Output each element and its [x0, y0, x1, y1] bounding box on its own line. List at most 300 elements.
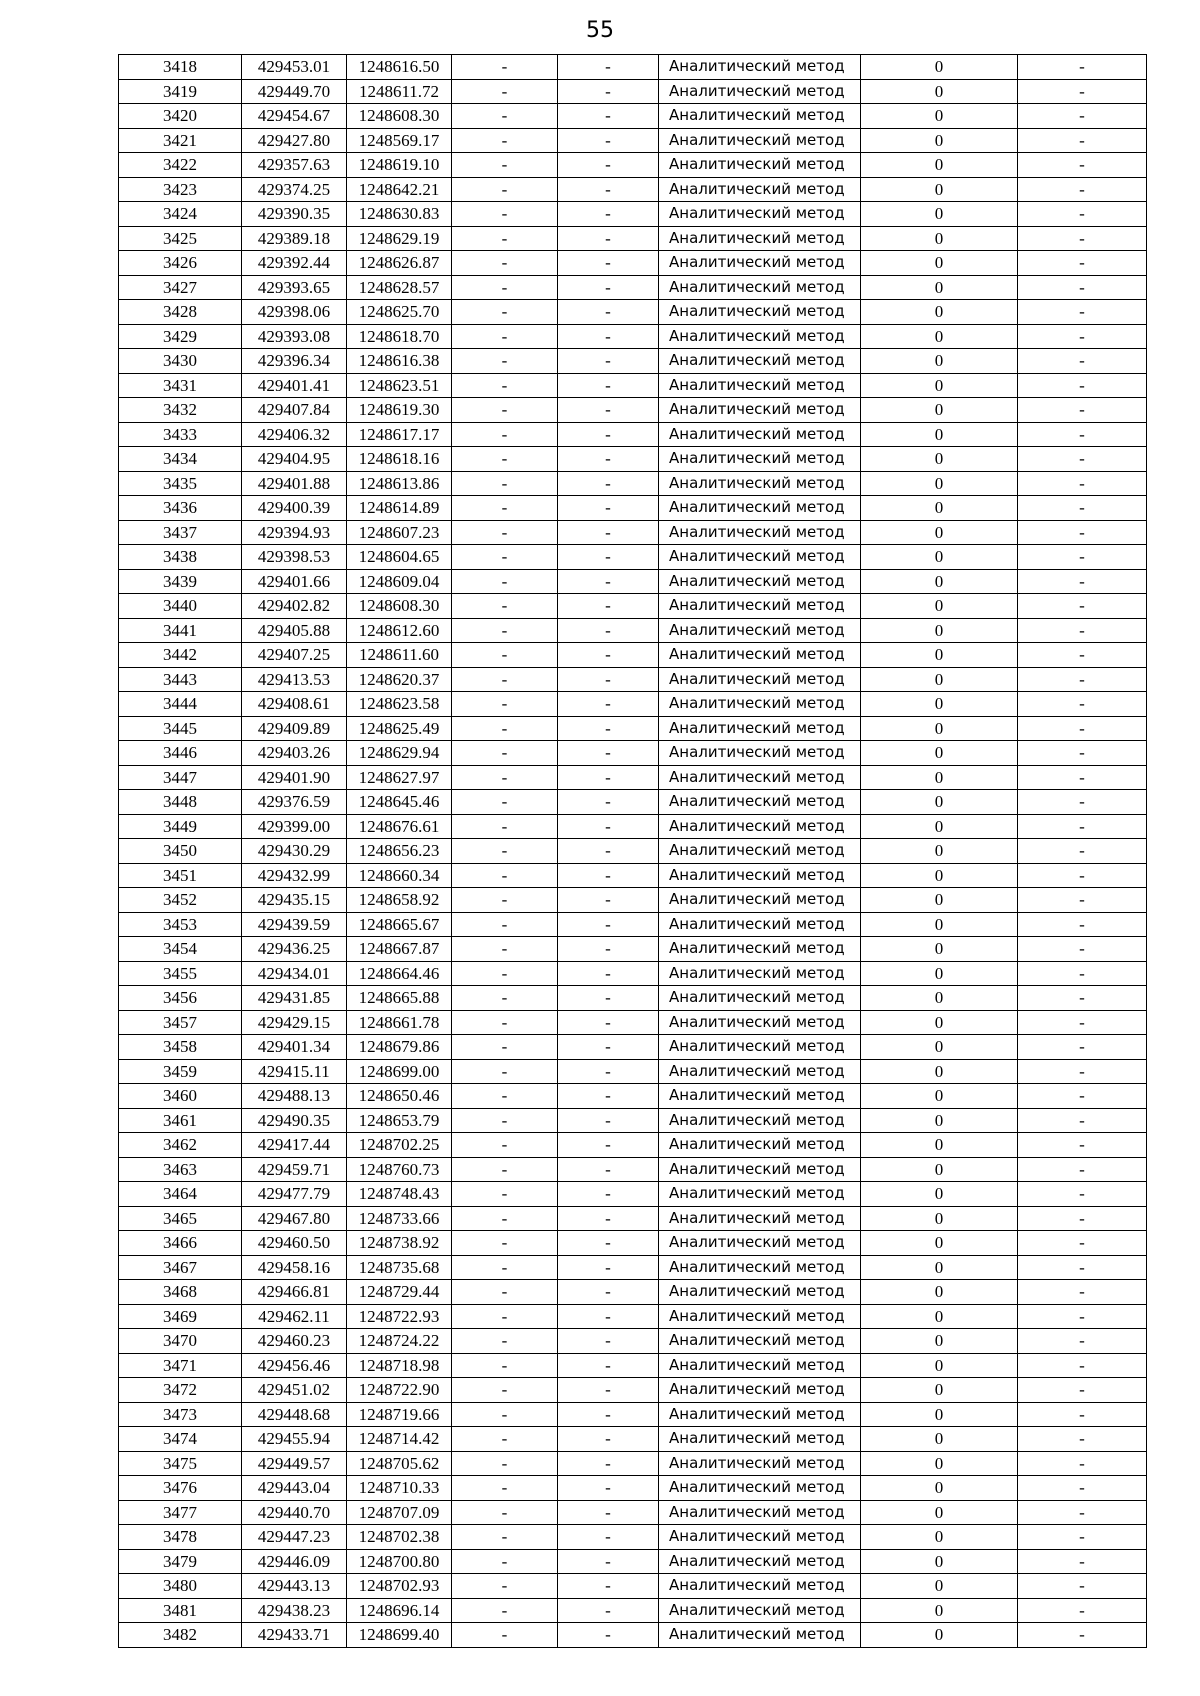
- cell-y-coordinate: 1248629.19: [347, 226, 452, 251]
- cell-point-number: 3477: [119, 1500, 242, 1525]
- cell-col-5: -: [558, 496, 659, 521]
- cell-x-coordinate: 429417.44: [242, 1133, 347, 1158]
- cell-x-coordinate: 429357.63: [242, 153, 347, 178]
- cell-point-number: 3480: [119, 1574, 242, 1599]
- cell-x-coordinate: 429401.66: [242, 569, 347, 594]
- cell-col-4: -: [452, 1623, 558, 1648]
- cell-col-4: -: [452, 863, 558, 888]
- cell-error-value: 0: [861, 839, 1018, 864]
- cell-x-coordinate: 429408.61: [242, 692, 347, 717]
- cell-y-coordinate: 1248616.38: [347, 349, 452, 374]
- cell-method: Аналитический метод: [659, 520, 861, 545]
- cell-point-number: 3459: [119, 1059, 242, 1084]
- cell-error-value: 0: [861, 1476, 1018, 1501]
- cell-col-8: -: [1018, 741, 1147, 766]
- cell-col-8: -: [1018, 839, 1147, 864]
- cell-y-coordinate: 1248625.70: [347, 300, 452, 325]
- cell-y-coordinate: 1248616.50: [347, 55, 452, 80]
- cell-error-value: 0: [861, 863, 1018, 888]
- cell-col-5: -: [558, 790, 659, 815]
- cell-col-4: -: [452, 1108, 558, 1133]
- cell-method: Аналитический метод: [659, 1059, 861, 1084]
- cell-col-4: -: [452, 1525, 558, 1550]
- cell-col-8: -: [1018, 618, 1147, 643]
- cell-col-5: -: [558, 569, 659, 594]
- cell-y-coordinate: 1248702.25: [347, 1133, 452, 1158]
- cell-x-coordinate: 429435.15: [242, 888, 347, 913]
- cell-col-4: -: [452, 814, 558, 839]
- cell-y-coordinate: 1248614.89: [347, 496, 452, 521]
- cell-x-coordinate: 429438.23: [242, 1598, 347, 1623]
- table-row: [119, 912, 1147, 937]
- cell-col-4: -: [452, 912, 558, 937]
- cell-col-8: -: [1018, 667, 1147, 692]
- cell-method: Аналитический метод: [659, 398, 861, 423]
- cell-col-8: -: [1018, 912, 1147, 937]
- cell-col-8: -: [1018, 1476, 1147, 1501]
- cell-x-coordinate: 429401.88: [242, 471, 347, 496]
- cell-point-number: 3461: [119, 1108, 242, 1133]
- table-row: [119, 349, 1147, 374]
- cell-col-5: -: [558, 471, 659, 496]
- cell-col-8: -: [1018, 447, 1147, 472]
- cell-point-number: 3418: [119, 55, 242, 80]
- cell-y-coordinate: 1248618.70: [347, 324, 452, 349]
- cell-y-coordinate: 1248702.38: [347, 1525, 452, 1550]
- cell-x-coordinate: 429466.81: [242, 1280, 347, 1305]
- cell-col-4: -: [452, 1035, 558, 1060]
- cell-y-coordinate: 1248618.16: [347, 447, 452, 472]
- cell-col-5: -: [558, 863, 659, 888]
- cell-x-coordinate: 429432.99: [242, 863, 347, 888]
- cell-col-8: -: [1018, 1059, 1147, 1084]
- cell-x-coordinate: 429394.93: [242, 520, 347, 545]
- cell-error-value: 0: [861, 814, 1018, 839]
- cell-point-number: 3452: [119, 888, 242, 913]
- cell-method: Аналитический метод: [659, 1280, 861, 1305]
- cell-error-value: 0: [861, 1500, 1018, 1525]
- cell-point-number: 3419: [119, 79, 242, 104]
- cell-col-4: -: [452, 1476, 558, 1501]
- cell-col-8: -: [1018, 545, 1147, 570]
- cell-error-value: 0: [861, 128, 1018, 153]
- cell-x-coordinate: 429393.08: [242, 324, 347, 349]
- cell-y-coordinate: 1248611.72: [347, 79, 452, 104]
- cell-x-coordinate: 429409.89: [242, 716, 347, 741]
- cell-col-8: -: [1018, 594, 1147, 619]
- cell-col-5: -: [558, 1598, 659, 1623]
- cell-col-4: -: [452, 692, 558, 717]
- cell-col-5: -: [558, 765, 659, 790]
- cell-point-number: 3424: [119, 202, 242, 227]
- cell-point-number: 3456: [119, 986, 242, 1011]
- cell-error-value: 0: [861, 275, 1018, 300]
- table-row: [119, 300, 1147, 325]
- cell-col-5: -: [558, 888, 659, 913]
- cell-point-number: 3433: [119, 422, 242, 447]
- cell-method: Аналитический метод: [659, 814, 861, 839]
- cell-col-4: -: [452, 1084, 558, 1109]
- cell-y-coordinate: 1248604.65: [347, 545, 452, 570]
- cell-point-number: 3473: [119, 1402, 242, 1427]
- cell-method: Аналитический метод: [659, 594, 861, 619]
- table-row: [119, 937, 1147, 962]
- cell-col-4: -: [452, 569, 558, 594]
- table-row: [119, 1623, 1147, 1648]
- cell-error-value: 0: [861, 1231, 1018, 1256]
- cell-y-coordinate: 1248705.62: [347, 1451, 452, 1476]
- cell-col-5: -: [558, 1010, 659, 1035]
- table-row: [119, 1574, 1147, 1599]
- cell-method: Аналитический метод: [659, 251, 861, 276]
- cell-method: Аналитический метод: [659, 888, 861, 913]
- table-row: [119, 1304, 1147, 1329]
- cell-error-value: 0: [861, 1451, 1018, 1476]
- cell-error-value: 0: [861, 1525, 1018, 1550]
- cell-col-4: -: [452, 594, 558, 619]
- cell-method: Аналитический метод: [659, 349, 861, 374]
- cell-method: Аналитический метод: [659, 1304, 861, 1329]
- cell-method: Аналитический метод: [659, 667, 861, 692]
- cell-point-number: 3474: [119, 1427, 242, 1452]
- cell-y-coordinate: 1248696.14: [347, 1598, 452, 1623]
- table-row: [119, 643, 1147, 668]
- cell-col-5: -: [558, 226, 659, 251]
- table-row: [119, 1525, 1147, 1550]
- cell-method: Аналитический метод: [659, 692, 861, 717]
- cell-y-coordinate: 1248700.80: [347, 1549, 452, 1574]
- cell-col-5: -: [558, 1451, 659, 1476]
- cell-col-8: -: [1018, 251, 1147, 276]
- cell-error-value: 0: [861, 1108, 1018, 1133]
- cell-col-4: -: [452, 1157, 558, 1182]
- cell-col-8: -: [1018, 153, 1147, 178]
- cell-point-number: 3423: [119, 177, 242, 202]
- cell-error-value: 0: [861, 520, 1018, 545]
- cell-point-number: 3440: [119, 594, 242, 619]
- cell-col-5: -: [558, 398, 659, 423]
- cell-error-value: 0: [861, 888, 1018, 913]
- cell-col-5: -: [558, 594, 659, 619]
- cell-col-8: -: [1018, 1378, 1147, 1403]
- cell-col-4: -: [452, 1059, 558, 1084]
- cell-col-8: -: [1018, 716, 1147, 741]
- table-row: [119, 1108, 1147, 1133]
- cell-x-coordinate: 429405.88: [242, 618, 347, 643]
- cell-col-4: -: [452, 1378, 558, 1403]
- cell-col-8: -: [1018, 202, 1147, 227]
- table-row: [119, 618, 1147, 643]
- table-row: [119, 594, 1147, 619]
- cell-method: Аналитический метод: [659, 790, 861, 815]
- table-row: [119, 422, 1147, 447]
- cell-point-number: 3479: [119, 1549, 242, 1574]
- cell-col-4: -: [452, 55, 558, 80]
- cell-col-5: -: [558, 1157, 659, 1182]
- cell-error-value: 0: [861, 741, 1018, 766]
- cell-col-5: -: [558, 1549, 659, 1574]
- table-row: [119, 1133, 1147, 1158]
- cell-col-5: -: [558, 1108, 659, 1133]
- cell-x-coordinate: 429415.11: [242, 1059, 347, 1084]
- cell-y-coordinate: 1248653.79: [347, 1108, 452, 1133]
- cell-point-number: 3453: [119, 912, 242, 937]
- table-row: [119, 790, 1147, 815]
- table-row: [119, 765, 1147, 790]
- cell-col-4: -: [452, 324, 558, 349]
- cell-method: Аналитический метод: [659, 1427, 861, 1452]
- cell-col-5: -: [558, 986, 659, 1011]
- cell-col-8: -: [1018, 814, 1147, 839]
- cell-col-8: -: [1018, 765, 1147, 790]
- cell-x-coordinate: 429390.35: [242, 202, 347, 227]
- cell-x-coordinate: 429401.41: [242, 373, 347, 398]
- cell-point-number: 3457: [119, 1010, 242, 1035]
- cell-y-coordinate: 1248667.87: [347, 937, 452, 962]
- cell-col-4: -: [452, 300, 558, 325]
- cell-x-coordinate: 429407.84: [242, 398, 347, 423]
- cell-col-4: -: [452, 496, 558, 521]
- cell-col-4: -: [452, 202, 558, 227]
- cell-error-value: 0: [861, 349, 1018, 374]
- cell-y-coordinate: 1248702.93: [347, 1574, 452, 1599]
- table-body: [119, 55, 1147, 1648]
- cell-error-value: 0: [861, 471, 1018, 496]
- cell-method: Аналитический метод: [659, 202, 861, 227]
- cell-y-coordinate: 1248735.68: [347, 1255, 452, 1280]
- cell-col-4: -: [452, 177, 558, 202]
- cell-point-number: 3465: [119, 1206, 242, 1231]
- table-row: [119, 1402, 1147, 1427]
- cell-col-5: -: [558, 741, 659, 766]
- cell-error-value: 0: [861, 937, 1018, 962]
- cell-y-coordinate: 1248628.57: [347, 275, 452, 300]
- table-row: [119, 1182, 1147, 1207]
- cell-y-coordinate: 1248699.00: [347, 1059, 452, 1084]
- cell-point-number: 3430: [119, 349, 242, 374]
- table-row: [119, 961, 1147, 986]
- cell-method: Аналитический метод: [659, 1623, 861, 1648]
- cell-method: Аналитический метод: [659, 1402, 861, 1427]
- cell-col-8: -: [1018, 1549, 1147, 1574]
- table-row: [119, 1378, 1147, 1403]
- cell-x-coordinate: 429427.80: [242, 128, 347, 153]
- cell-col-4: -: [452, 790, 558, 815]
- cell-y-coordinate: 1248748.43: [347, 1182, 452, 1207]
- cell-y-coordinate: 1248679.86: [347, 1035, 452, 1060]
- cell-point-number: 3450: [119, 839, 242, 864]
- table-row: [119, 324, 1147, 349]
- cell-y-coordinate: 1248707.09: [347, 1500, 452, 1525]
- cell-col-4: -: [452, 741, 558, 766]
- cell-method: Аналитический метод: [659, 741, 861, 766]
- cell-col-5: -: [558, 275, 659, 300]
- cell-error-value: 0: [861, 961, 1018, 986]
- cell-y-coordinate: 1248629.94: [347, 741, 452, 766]
- cell-col-5: -: [558, 1059, 659, 1084]
- cell-point-number: 3446: [119, 741, 242, 766]
- table-row: [119, 1451, 1147, 1476]
- cell-y-coordinate: 1248609.04: [347, 569, 452, 594]
- cell-point-number: 3463: [119, 1157, 242, 1182]
- cell-point-number: 3478: [119, 1525, 242, 1550]
- cell-col-8: -: [1018, 1157, 1147, 1182]
- cell-y-coordinate: 1248699.40: [347, 1623, 452, 1648]
- cell-error-value: 0: [861, 912, 1018, 937]
- cell-col-8: -: [1018, 1084, 1147, 1109]
- cell-y-coordinate: 1248760.73: [347, 1157, 452, 1182]
- table-row: [119, 177, 1147, 202]
- cell-col-5: -: [558, 1353, 659, 1378]
- cell-x-coordinate: 429393.65: [242, 275, 347, 300]
- cell-y-coordinate: 1248607.23: [347, 520, 452, 545]
- cell-col-5: -: [558, 128, 659, 153]
- cell-point-number: 3451: [119, 863, 242, 888]
- table-row: [119, 1035, 1147, 1060]
- cell-method: Аналитический метод: [659, 128, 861, 153]
- cell-col-5: -: [558, 1402, 659, 1427]
- cell-point-number: 3431: [119, 373, 242, 398]
- cell-col-8: -: [1018, 1255, 1147, 1280]
- cell-method: Аналитический метод: [659, 226, 861, 251]
- cell-col-5: -: [558, 814, 659, 839]
- cell-error-value: 0: [861, 618, 1018, 643]
- cell-col-4: -: [452, 226, 558, 251]
- table-row: [119, 226, 1147, 251]
- cell-x-coordinate: 429447.23: [242, 1525, 347, 1550]
- cell-col-4: -: [452, 1182, 558, 1207]
- table-row: [119, 153, 1147, 178]
- cell-col-4: -: [452, 1231, 558, 1256]
- cell-point-number: 3443: [119, 667, 242, 692]
- cell-col-4: -: [452, 961, 558, 986]
- cell-col-4: -: [452, 667, 558, 692]
- cell-col-4: -: [452, 422, 558, 447]
- cell-x-coordinate: 429398.06: [242, 300, 347, 325]
- cell-col-4: -: [452, 349, 558, 374]
- cell-x-coordinate: 429460.23: [242, 1329, 347, 1354]
- table-row: [119, 839, 1147, 864]
- cell-y-coordinate: 1248664.46: [347, 961, 452, 986]
- cell-col-8: -: [1018, 1353, 1147, 1378]
- cell-error-value: 0: [861, 177, 1018, 202]
- cell-col-4: -: [452, 128, 558, 153]
- cell-x-coordinate: 429449.57: [242, 1451, 347, 1476]
- cell-col-8: -: [1018, 398, 1147, 423]
- cell-col-8: -: [1018, 1451, 1147, 1476]
- table-row: [119, 373, 1147, 398]
- cell-col-5: -: [558, 1427, 659, 1452]
- cell-error-value: 0: [861, 300, 1018, 325]
- cell-y-coordinate: 1248729.44: [347, 1280, 452, 1305]
- cell-col-4: -: [452, 618, 558, 643]
- cell-col-4: -: [452, 251, 558, 276]
- cell-col-5: -: [558, 912, 659, 937]
- table-row: [119, 471, 1147, 496]
- cell-error-value: 0: [861, 643, 1018, 668]
- cell-col-8: -: [1018, 888, 1147, 913]
- cell-y-coordinate: 1248724.22: [347, 1329, 452, 1354]
- cell-point-number: 3438: [119, 545, 242, 570]
- cell-method: Аналитический метод: [659, 153, 861, 178]
- table-row: [119, 251, 1147, 276]
- cell-col-5: -: [558, 520, 659, 545]
- cell-y-coordinate: 1248623.51: [347, 373, 452, 398]
- cell-col-4: -: [452, 1427, 558, 1452]
- cell-col-5: -: [558, 643, 659, 668]
- cell-x-coordinate: 429460.50: [242, 1231, 347, 1256]
- cell-x-coordinate: 429392.44: [242, 251, 347, 276]
- cell-point-number: 3432: [119, 398, 242, 423]
- cell-method: Аналитический метод: [659, 471, 861, 496]
- cell-x-coordinate: 429443.13: [242, 1574, 347, 1599]
- cell-x-coordinate: 429446.09: [242, 1549, 347, 1574]
- cell-col-8: -: [1018, 863, 1147, 888]
- cell-col-8: -: [1018, 104, 1147, 129]
- cell-y-coordinate: 1248613.86: [347, 471, 452, 496]
- cell-col-5: -: [558, 79, 659, 104]
- cell-col-5: -: [558, 667, 659, 692]
- cell-point-number: 3472: [119, 1378, 242, 1403]
- cell-col-8: -: [1018, 1035, 1147, 1060]
- table-row: [119, 986, 1147, 1011]
- cell-y-coordinate: 1248630.83: [347, 202, 452, 227]
- cell-col-8: -: [1018, 1182, 1147, 1207]
- cell-col-4: -: [452, 104, 558, 129]
- cell-error-value: 0: [861, 251, 1018, 276]
- cell-col-4: -: [452, 1598, 558, 1623]
- cell-col-8: -: [1018, 1574, 1147, 1599]
- cell-col-4: -: [452, 373, 558, 398]
- cell-point-number: 3421: [119, 128, 242, 153]
- cell-col-4: -: [452, 1549, 558, 1574]
- cell-point-number: 3435: [119, 471, 242, 496]
- table-row: [119, 202, 1147, 227]
- cell-point-number: 3426: [119, 251, 242, 276]
- cell-x-coordinate: 429376.59: [242, 790, 347, 815]
- table-row: [119, 1280, 1147, 1305]
- cell-y-coordinate: 1248625.49: [347, 716, 452, 741]
- cell-col-8: -: [1018, 300, 1147, 325]
- cell-point-number: 3462: [119, 1133, 242, 1158]
- cell-col-8: -: [1018, 1133, 1147, 1158]
- cell-method: Аналитический метод: [659, 1353, 861, 1378]
- cell-col-8: -: [1018, 1598, 1147, 1623]
- cell-method: Аналитический метод: [659, 373, 861, 398]
- cell-col-8: -: [1018, 790, 1147, 815]
- cell-col-4: -: [452, 398, 558, 423]
- cell-col-8: -: [1018, 79, 1147, 104]
- cell-col-8: -: [1018, 349, 1147, 374]
- cell-x-coordinate: 429402.82: [242, 594, 347, 619]
- cell-x-coordinate: 429440.70: [242, 1500, 347, 1525]
- cell-error-value: 0: [861, 986, 1018, 1011]
- cell-col-8: -: [1018, 128, 1147, 153]
- cell-col-8: -: [1018, 692, 1147, 717]
- table-row: [119, 1157, 1147, 1182]
- cell-error-value: 0: [861, 153, 1018, 178]
- cell-y-coordinate: 1248722.93: [347, 1304, 452, 1329]
- cell-col-5: -: [558, 373, 659, 398]
- cell-error-value: 0: [861, 1598, 1018, 1623]
- cell-x-coordinate: 429413.53: [242, 667, 347, 692]
- cell-col-5: -: [558, 545, 659, 570]
- cell-error-value: 0: [861, 569, 1018, 594]
- cell-point-number: 3464: [119, 1182, 242, 1207]
- cell-point-number: 3422: [119, 153, 242, 178]
- cell-col-4: -: [452, 153, 558, 178]
- cell-point-number: 3466: [119, 1231, 242, 1256]
